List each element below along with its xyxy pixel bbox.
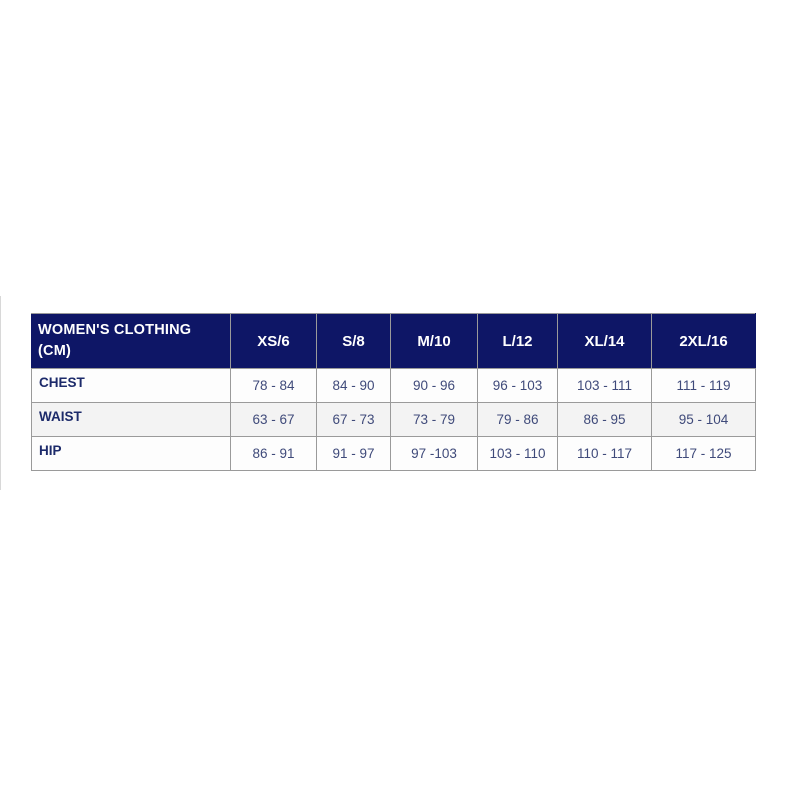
table-header — [32, 314, 756, 369]
size-header-xs: XS/6 — [231, 314, 317, 369]
table-cell: 97 -103 — [391, 437, 478, 471]
table-cell: 103 - 110 — [478, 437, 558, 471]
size-header-l: L/12 — [478, 314, 558, 369]
table-cell: 117 - 125 — [652, 437, 756, 471]
row-label-chest: CHEST — [32, 369, 231, 403]
table-row-chest — [32, 369, 756, 403]
table-cell: 110 - 117 — [558, 437, 652, 471]
left-edge-rule — [0, 296, 1, 490]
table-cell: 78 - 84 — [231, 369, 317, 403]
row-label-hip: HIP — [32, 437, 231, 471]
size-header-s: S/8 — [317, 314, 391, 369]
table-cell: 67 - 73 — [317, 403, 391, 437]
table-row-hip — [32, 437, 756, 471]
row-label-waist: WAIST — [32, 403, 231, 437]
table-cell: 95 - 104 — [652, 403, 756, 437]
table-cell: 90 - 96 — [391, 369, 478, 403]
table-cell: 79 - 86 — [478, 403, 558, 437]
table-cell: 86 - 95 — [558, 403, 652, 437]
table-cell: 73 - 79 — [391, 403, 478, 437]
table-cell: 111 - 119 — [652, 369, 756, 403]
table-cell: 96 - 103 — [478, 369, 558, 403]
corner-header: WOMEN'S CLOTHING (CM) — [32, 314, 231, 369]
table-cell: 63 - 67 — [231, 403, 317, 437]
table-row-waist — [32, 403, 756, 437]
table-cell: 103 - 111 — [558, 369, 652, 403]
table-cell: 91 - 97 — [317, 437, 391, 471]
table-body — [32, 369, 756, 471]
size-header-m: M/10 — [391, 314, 478, 369]
size-chart-table — [31, 313, 756, 471]
size-header-xl: XL/14 — [558, 314, 652, 369]
table-cell: 86 - 91 — [231, 437, 317, 471]
size-header-2xl: 2XL/16 — [652, 314, 756, 369]
header-row — [32, 314, 756, 369]
table-cell: 84 - 90 — [317, 369, 391, 403]
